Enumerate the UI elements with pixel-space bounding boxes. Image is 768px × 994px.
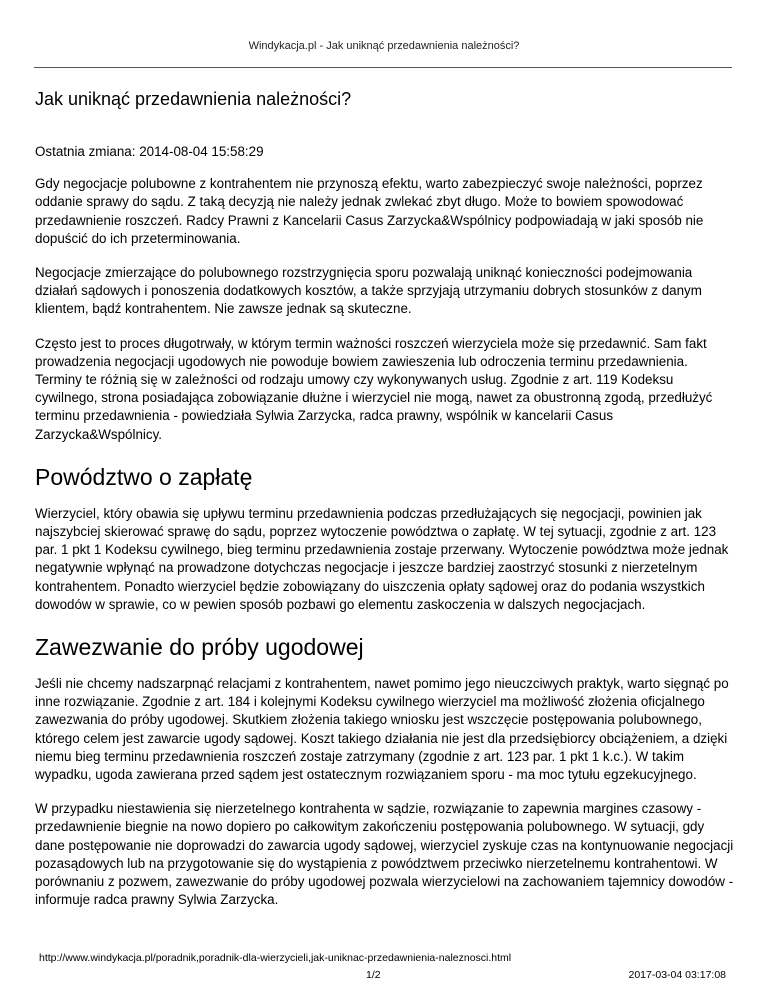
last-modified: Ostatnia zmiana: 2014-08-04 15:58:29 [35,144,264,159]
intro-paragraph-1: Gdy negocjacje polubowne z kontrahentem nie przynoszą efektu, warto zabezpieczyć swoje należności, poprzez oddanie sprawy do sądu. Z taką decyzją nie należy jednak zwlekać zbyt długo. Może to bowiem spowodować przedawnienie roszczeń. Radcy Prawni z Kancelarii Casus Zarzycka&Wspólnicy podpowiadają w jaki sposób nie dopuścić do ich przeterminowania. [35,176,704,246]
header-divider [34,67,732,68]
print-timestamp: 2017-03-04 03:17:08 [628,969,726,981]
page-number: 1/2 [366,969,381,981]
section-heading-zawezwanie: Zawezwanie do próby ugodowej [35,634,364,661]
intro-paragraph-2: Negocjacje zmierzające do polubownego rozstrzygnięcia sporu pozwalają uniknąć konieczności podejmowania działań sądowych i ponoszenia dodatkowych kosztów, a także sprzyjają utrzymaniu dobrych stosunków z danym klientem, bądź kontrahentem. Nie zawsze jednak są skuteczne. [35,265,702,317]
quote-paragraph-1: Często jest to proces długotrwały, w którym termin ważności roszczeń wierzyciela może się przedawnić. Sam fakt prowadzenia negocjacji ugodowych nie powoduje bowiem zawieszenia lub odroczenia terminu przedawnienia. Terminy te różnią się w zależności od rodzaju umowy czy wykonywanych usług. Zgodnie z art. 119 Kodeksu cywilnego, strona posiadająca zobowiązanie dłużne i wierzyciel nie mogą, nawet za obustronną zgodą, przedłużyć terminu przedawnienia - powiedziała Sylwia Zarzycka, radca prawny, wspólnik w kancelarii Casus Zarzycka&Wspólnicy. [35,335,713,442]
section-paragraph-zawezwanie-1: Jeśli nie chcemy nadszarpnąć relacjami z kontrahentem, nawet pomimo jego nieuczciwych praktyk, warto sięgnąć po inne rozwiązanie. Zgodnie z art. 184 i kolejnymi Kodeksu cywilnego wierzyciel ma możliwość złożenia oficjalnego zawezwania do próby ugodowej. Skutkiem złożenia takiego wniosku jest wszczęcie postępowania polubownego, którego celem jest zawarcie ugody sądowej. Koszt takiego działania nie jest dla przedsiębiorcy obciążeniem, a dzięki niemu bieg terminu przedawnienia roszczeń zostaje zatrzymany (zgodnie z art. 123 par. 1 pkt 1 k.c.). W takim wypadku, ugoda zawierana przed sądem jest ostatecznym rozwiązaniem sporu - ma moc tytułu egzekucyjnego. [35,676,729,783]
quote-paragraph-2: W przypadku niestawienia się nierzetelnego kontrahenta w sądzie, rozwiązanie to zapewnia margines czasowy - przedawnienie biegnie na nowo dopiero po całkowitym zakończeniu postępowania polubownego. W sytuacji, gdy dane postępowanie nie doprowadzi do zawarcia ugody sądowej, wierzyciel zyskuje czas na kontynuowanie negocjacji pozasądowych lub na przygotowanie się do wystąpienia z powództwem przeciwko nierzetelnemu kontrahentowi. W porównaniu z pozwem, zawezwanie do próby ugodowej pozwala wierzycielowi na zachowaniem tajemnicy dowodów - informuje radca prawny Sylwia Zarzycka. [35,801,734,908]
article-body [35,88,735,926]
footer-url: http://www.windykacja.pl/poradnik,poradnik-dla-wierzycieli,jak-uniknac-przedawnienia-naleznosci.html [39,952,512,964]
article-title: Jak uniknąć przedawnienia należności? [35,89,352,109]
running-header: Windykacja.pl - Jak uniknąć przedawnienia należności? [248,40,520,52]
section-paragraph-powodztwo: Wierzyciel, który obawia się upływu terminu przedawnienia podczas przedłużających się negocjacji, powinien jak najszybciej skierować sprawę do sądu, poprzez wytoczenie powództwa o zapłatę. W tej sytuacji, zgodnie z art. 123 par. 1 pkt 1 Kodeksu cywilnego, bieg terminu przedawnienia zostaje przerwany. Wytoczenie powództwa może jednak negatywnie wpłynąć na prowadzone dotychczas negocjacje i jeszcze bardziej zaostrzyć stosunki z nierzetelnym kontrahentem. Ponadto wierzyciel będzie zobowiązany do uiszczenia opłaty sądowej oraz do podania wszystkich dowodów w sprawie, co w pewien sposób pozbawi go elementu zaskoczenia w dalszych negocjacjach. [35,505,729,612]
section-heading-powodztwo: Powództwo o zapłatę [35,463,253,490]
